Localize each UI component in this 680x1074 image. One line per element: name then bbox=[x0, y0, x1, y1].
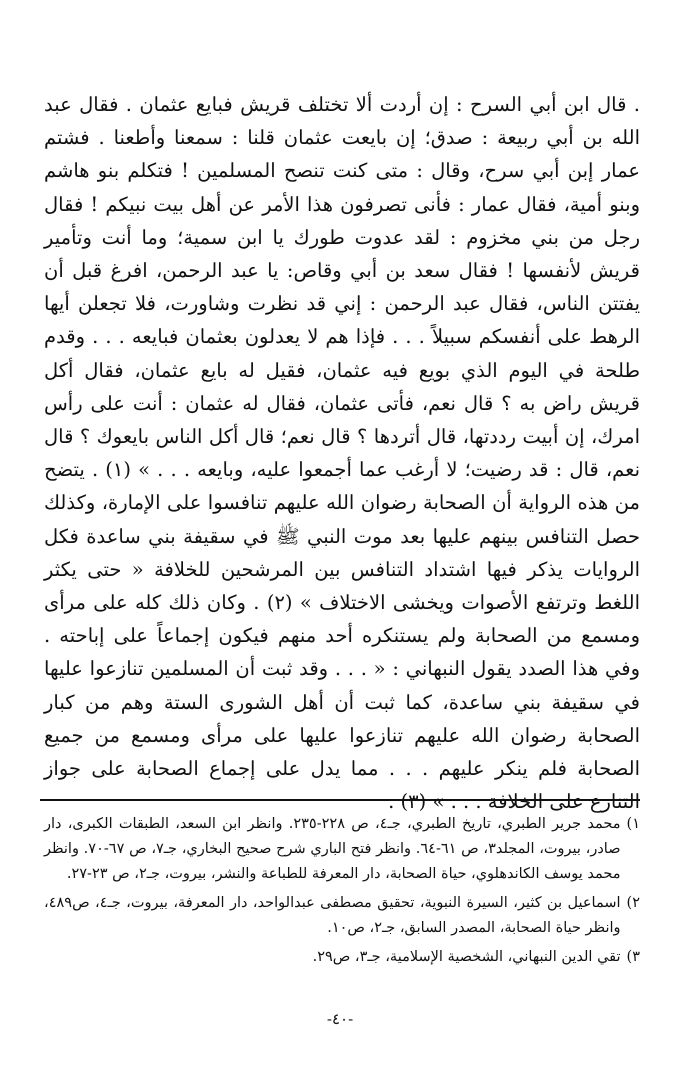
main-paragraph: . قال ابن أبي السرح : إن أردت ألا تختلف قريش فبايع عثمان . فقال عبد الله بن أبي ربيعة : صدق؛ إن بايعت عثمان قلنا : سمعنا وأطعنا . فشتم عمار إبن أبي سرح، وقال : متى كنت تنصح المسلمين ! فتكلم بنو هاشم وبنو أمية، فقال عمار : فأنى تصرفون هذا الأمر عن أهل بيت نبيكم ! فقال رجل من بني مخزوم : لقد عدوت طورك يا ابن سمية؛ وما أنت وتأمير قريش لأنفسها ! فقال سعد بن أبي وقاص: يا عبد الرحمن، افرغ قبل أن يفتتن الناس، فقال عبد الرحمن : إني قد نظرت وشاورت، فلا تجعلن أيها الرهط على أنفسكم سبيلاً . . . فإذا هم لا يعدلون بعثمان فبايعه . . . وقدم طلحة في اليوم الذي بويع فيه عثمان، فقيل له بايع عثمان، فقال أكل قريش راض به ؟ قال نعم، فأتى عثمان، فقال له عثمان : أنت على رأس امرك، إن أبيت رددتها، قال أتردها ؟ قال نعم؛ قال أكل الناس بايعوك ؟ قال نعم، قال : قد رضيت؛ لا أرغب عما أجمعوا عليه، وبايعه . . . » (١) . يتضح من هذه الرواية أن الصحابة رضوان الله عليهم تنافسوا على الإمارة، وكذلك حصل التنافس بينهم عليها بعد موت النبي ﷺ في سقيفة بني ساعدة فكل الروايات يذكر فيها اشتداد التنافس بين المرشحين للخلافة « حتى يكثر اللغط وترتفع الأصوات ويخشى الاختلاف » (٢) . وكان ذلك كله على مرأى ومسمع من الصحابة ولم يستنكره أحد منهم فيكون إجماعاً على إباحته . وفي هذا الصدد يقول النبهاني : « . . . وقد ثبت أن المسلمين تنازعوا عليها في سقيفة بني ساعدة، كما ثبت أن أهل الشورى الستة وهم من كبار الصحابة رضوان الله عليهم تنازعوا عليها على مرأى ومسمع من جميع الصحابة فلم ينكر عليهم . . . مما يدل على إجماع الصحابة على جواز التنازع على الخلافة . . . » (٣) . bbox=[44, 93, 640, 814]
footnotes bbox=[44, 812, 640, 974]
footnote-number: ١) bbox=[626, 816, 640, 832]
footnote bbox=[44, 812, 640, 887]
footnote-separator bbox=[40, 799, 640, 801]
main-text bbox=[44, 88, 640, 818]
footnote-number: ٢) bbox=[626, 895, 640, 911]
footnote-text: اسماعيل بن كثير، السيرة النبوية، تحقيق مصطفى عبدالواحد، دار المعرفة، بيروت، جـ٤، ص٤٨٩، وانظر حياة الصحابة، المصدر السابق، جـ٢، ص١٠. bbox=[44, 895, 621, 936]
page-number: -٤٠- bbox=[326, 1010, 354, 1028]
footnote-number: ٣) bbox=[626, 949, 640, 965]
footnote-text: محمد جرير الطبري، تاريخ الطبري، جـ٤، ص ٢٢٨-٢٣٥. وانظر ابن السعد، الطبقات الكبرى، دار صادر، بيروت، المجلد٣، ص ٦١-٦٤. وانظر فتح الباري شرح صحيح البخاري، جـ٧، ص ٦٧-٧٠. وانظر محمد يوسف الكاندهلوي، حياة الصحابة، دار المعرفة للطباعة والنشر، بيروت، جـ٢، ص ٢٣-٢٧. bbox=[44, 816, 621, 882]
footnote bbox=[44, 891, 640, 941]
footnote bbox=[44, 945, 640, 970]
footnote-text: تقي الدين النبهاني، الشخصية الإسلامية، جـ٣، ص٢٩. bbox=[312, 949, 621, 965]
